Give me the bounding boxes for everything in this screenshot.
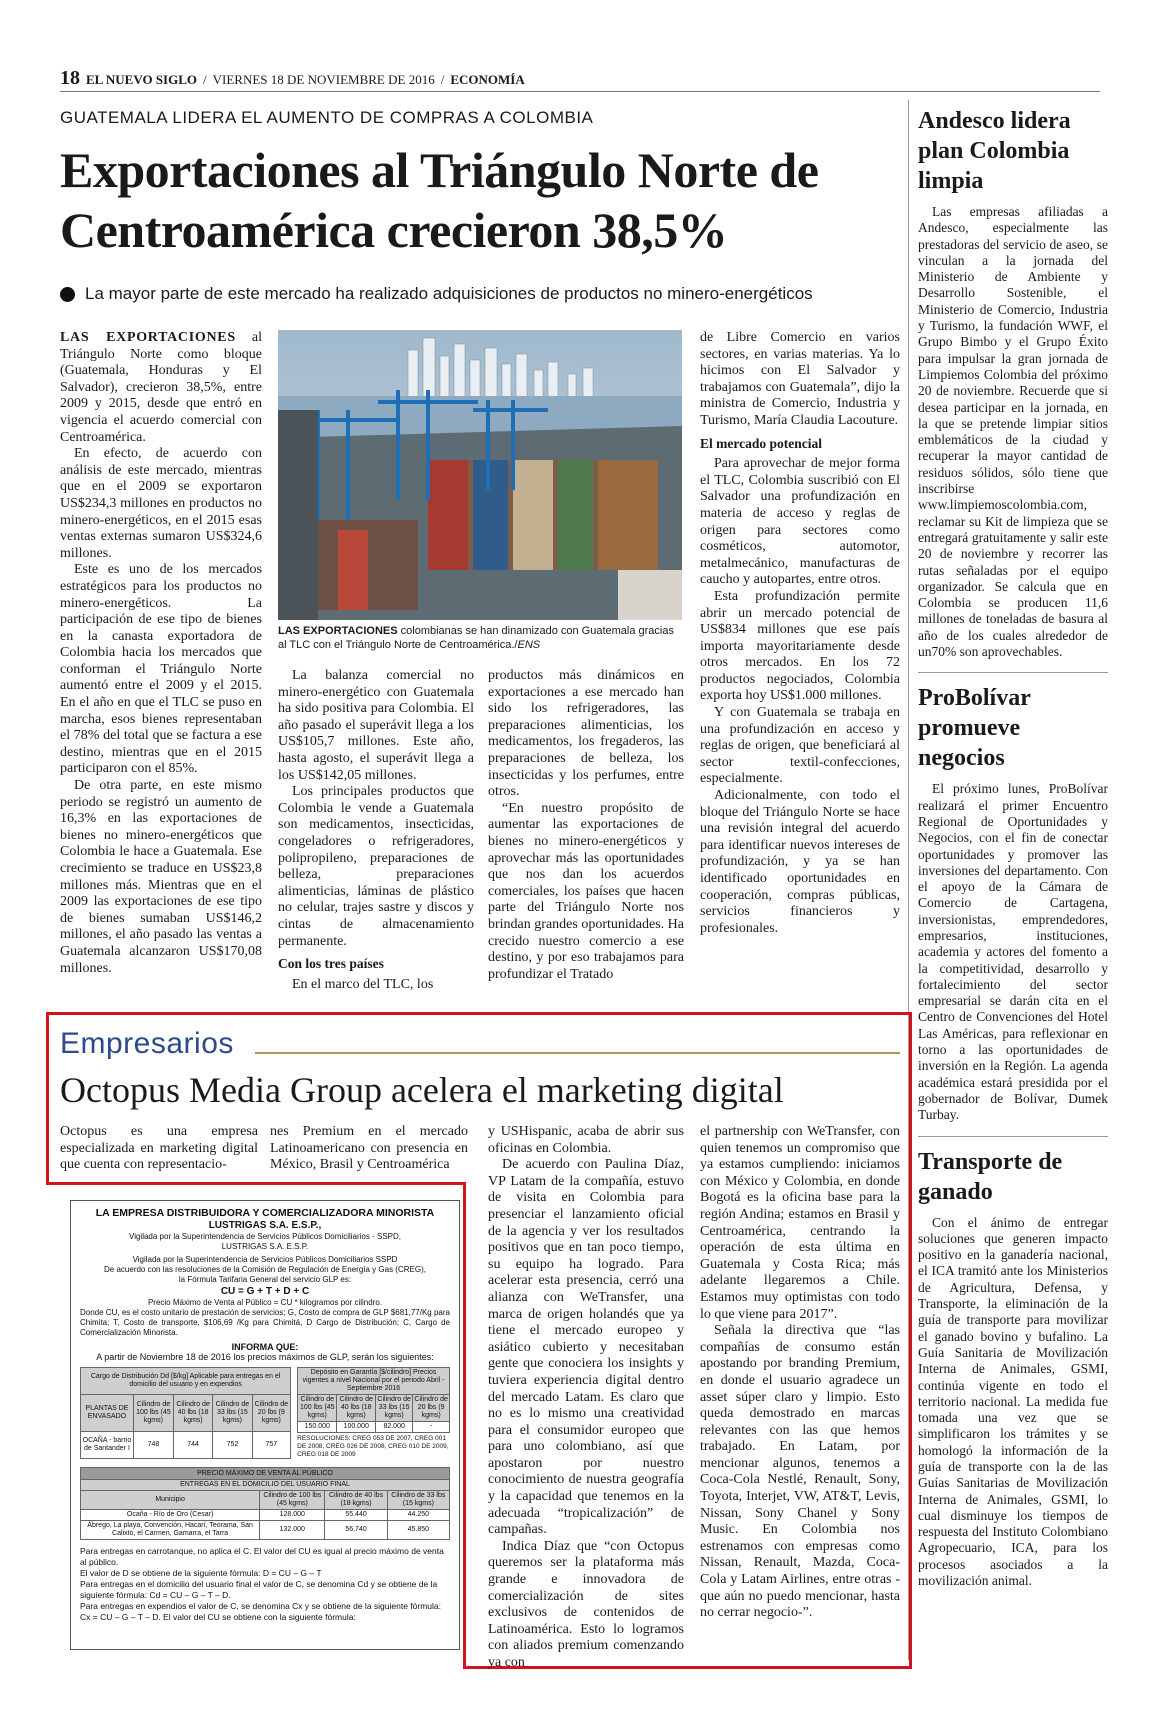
paragraph: y USHispanic, acaba de abrir sus oficinas en Colombia. <box>488 1124 684 1156</box>
sidebar-title-andesco: Andesco lidera plan Colombia limpia <box>918 108 1071 194</box>
tariff-formula: CU = G + T + D + C <box>220 1286 310 1297</box>
article-column-4 <box>700 330 900 937</box>
octopus-intro-col-1: Octopus es una empresa especializada en marketing digital que cuenta con representacio- <box>60 1124 258 1173</box>
table-header-cell: Cilindro de 20 lbs (9 kgms) <box>252 1394 291 1432</box>
lustrigas-notice <box>70 1200 460 1650</box>
paragraph: LAS EXPORTACIONES al Triángulo Norte como bloque (Guatemala, Honduras y El Salvador), crecieron 38,5%, entre 2009 y 2015, desde que entró en vigencia el acuerdo comercial con Centroamérica. <box>60 330 262 445</box>
table-cell: Ocaña - Río de Oro (Cesar) <box>81 1510 260 1521</box>
notice-company: LUSTRIGAS S.A. E.S.P., <box>208 1220 322 1231</box>
table-cell: 752 <box>213 1432 252 1459</box>
article-kicker: GUATEMALA LIDERA EL AUMENTO DE COMPRAS A COLOMBIA <box>60 108 594 127</box>
paragraph: Para aprovechar de mejor forma el TLC, Colombia suscribió con El Salvador una profundización en materia de acceso y reglas de origen para sectores como cosméticos, automotor, metalmecánico, manufacturas de caucho y autopartes, entre otros. <box>700 456 900 588</box>
paragraph: En efecto, de acuerdo con análisis de este mercado, mientras que en el 2009 se exportaron US$234,3 millones en productos no minero-energéticos, en el 2015 esas ventas externas sumaron US$324,6 millones. <box>60 446 262 561</box>
sidebar-body-transporte: Con el ánimo de entregar soluciones que generen impacto positivo en la ganadería nacional, el ICA tramitó ante los Ministerios de Agricultura, Defensa, y Transporte, la eliminación de la guía de transporte para movilizar el ganado bovino y bufalino. La Guía Sanitaria de Movilización Interna de Animales, GSMI, continúa vigente en todo el territorio nacional. La medida fue tomada una vez que se simplificaron los trámites y se homologó la información de la guía de transporte con la de las Guías Sanitarias de Movilización Interna de Animales, GSMI, lo cual disminuye los tiempos de respuesta del Instituto Colombiano Agropecuario, ICA, para los procesos asociados a la movilización animal. <box>918 1214 1108 1589</box>
header-rule <box>60 91 1100 92</box>
octopus-intro-col-2: nes Premium en el mercado Latinoamericano con presencia en México, Brasil y Centroamérica <box>270 1124 468 1173</box>
notice-line: Para entregas en expendios el valor de C, se denomina Cx y se obtiene de la siguiente fórmula: <box>80 1601 441 1611</box>
paragraph: Los principales productos que Colombia le vende a Guatemala son medicamentos, insecticidas, congeladores o refrigeradores, polipropileno, preparaciones de belleza, preparaciones alimenticias, láminas de plástico no celular, trajes sastre y discos y cintas de almacenamiento permanente. <box>278 784 474 949</box>
octopus-column-4 <box>700 1124 900 1622</box>
table-header-row <box>298 1395 450 1422</box>
table-row <box>298 1422 450 1433</box>
paragraph: Este es uno de los mercados estratégicos para los productos no minero-energéticos. La participación de ese tipo de bienes en la canasta exportadora de Colombia hacia los mercados que conforman el Triángulo Norte aumentó entre el 2009 y el 2015. En el año en que el TLC se puso en marcha, esos bienes representaban el 78% del total que se factura a ese destino, mientras que en el 2015 participaron con el 85%. <box>60 562 262 777</box>
resolutions-note: RESOLUCIONES: CREG 053 DE 2007, CREG 001 DE 2008, CREG 026 DE 2008, CREG 010 DE 2009, CREG 018 DE 2009 <box>297 1435 449 1458</box>
sidebar-rule <box>918 672 1108 673</box>
paragraph: La balanza comercial no minero-energético con Guatemala ha sido positiva para Colombia. El año pasado el superávit llega a los US$105,7 millones. Este año, hasta agosto, el superávit llega a los US$142,05 millones. <box>278 668 474 783</box>
paragraph: De otra parte, en este mismo periodo se registró un aumento de 16,3% en las exportaciones de bienes no minero-energéticos que Colombia le hace a Guatemala. Ese crecimiento se traduce en US$23,8 millones más. Mientras que en el 2009 las exportaciones de ese tipo de bienes sumaban US$146,2 millones, el año pasado las ventas a Guatemala alcanzaron US$170,08 millones. <box>60 778 262 976</box>
notice-line: De acuerdo con las resoluciones de la Comisión de Regulación de Energía y Gas (CREG), <box>104 1265 426 1274</box>
empresarios-frame-left <box>46 1012 49 1184</box>
lead-in: LAS EXPORTACIONES <box>60 330 236 345</box>
sidebar-body-probolivar: El próximo lunes, ProBolívar realizará el primer Encuentro Regional de Oportunidades y Negocios, con el fin de conectar oportunidades y promover las inversiones del departamento. Con el apoyo de la Cámara de Comercio de Cartagena, inversionistas, emprendedores, empresarios, instituciones, academia y actores del fomento a la competitividad, desarrollo y fortalecimiento del sector empresarial se darán cita en el Centro de Convenciones del Hotel Las Américas, para reflexionar en torno a las oportunidades de inversión en la Región. La agenda académica estará presidida por el gobernador de Bolívar, Dumek Turbay. <box>918 781 1108 1123</box>
article-headline: Exportaciones al Triángulo Norte de Centroamérica crecieron 38,5% <box>60 142 819 258</box>
table-cell: 82.000 <box>376 1422 413 1433</box>
section-label-empresarios: Empresarios <box>60 1027 234 1060</box>
table-header-row <box>81 1394 291 1432</box>
table-row <box>81 1521 450 1540</box>
notice-line: Vigilada por la Superintendencia de Servicios Públicos Domiciliarios - SSPD, <box>129 1232 401 1241</box>
table-title: PRECIO MÁXIMO DE VENTA AL PÚBLICO <box>81 1468 450 1480</box>
table-cell: 757 <box>252 1432 291 1459</box>
notice-line: El valor de D se obtiene de la siguiente fórmula: D = CU – G – T <box>80 1568 322 1578</box>
table-header-cell: Cilindro de 100 lbs (45 kgms) <box>260 1491 325 1510</box>
table-cell: 56.740 <box>325 1521 387 1540</box>
port-image <box>278 330 682 620</box>
paragraph: Y con Guatemala se trabaja en una profundización en acceso y reglas de origen, que beneficiará al sector textil-confecciones, especialmente. <box>700 705 900 787</box>
notice-line: Para entregas en carrotanque, no aplica el C. El valor del CU es igual al precio máximo de venta al público. <box>80 1546 444 1567</box>
page-number: 18 <box>60 67 80 89</box>
distribution-charge-table <box>80 1367 291 1459</box>
table-row <box>81 1432 291 1459</box>
table-header-cell: Cilindro de 100 lbs (45 kgms) <box>133 1394 173 1432</box>
notice-line: Donde CU, es el costo unitario de prestación de servicios; G, Costo de compra de GLP $681,77/Kg para Chimita; T, Costo de transporte, $106,69 /Kg para Chimitá, D Cargo de Distribución; C, Cargo de Comercialización Minorista. <box>80 1308 450 1337</box>
paragraph: “En nuestro propósito de aumentar las exportaciones de bienes no minero-energéticos y aprovechar más las oportunidades que nos dan los acuerdos comerciales, los países que hacen parte del Triángulo Norte nos brindan grandes oportunidades. Ha crecido nuestro comercio a ese destino, y por eso trabajamos para profundizar el Tratado <box>488 800 684 982</box>
paragraph: Esta profundización permite abrir un mercado potencial de US$834 millones que ese país importa mayoritariamente desde otros mercados. En los 72 productos negociados, Colombia exporta hoy US$1.000 millones. <box>700 588 900 704</box>
section-label-rule <box>255 1052 900 1054</box>
notice-informa: INFORMA QUE: <box>231 1342 299 1352</box>
sidebar-rule <box>918 1136 1108 1137</box>
paragraph: de Libre Comercio en varios sectores, en varias materias. Ya lo hicimos con El Salvador y trabajamos con Guatemala”, dijo la ministra de Comercio, Industria y Turismo, María Claudia Lacouture. <box>700 330 900 428</box>
notice-line: A partir de Noviembre 18 de 2016 los precios máximos de GLP, serán los siguientes: <box>96 1352 434 1362</box>
table-cell: 744 <box>173 1432 212 1459</box>
table-cell: - <box>413 1422 450 1433</box>
article-deck <box>60 284 900 304</box>
subhead: El mercado potencial <box>700 435 822 451</box>
article-column-1 <box>60 330 262 977</box>
table-header-cell: Cilindro de 33 lbs (15 kgms) <box>376 1395 413 1422</box>
table-cell: 55.440 <box>325 1510 387 1521</box>
table-header-cell: Cilindro de 40 lbs (18 kgms) <box>173 1394 212 1432</box>
table-title: Depósito en Garantía [$/cilindro] Precios vigentes a nivel Nacional por el periodo Abril - Septiembre 2016 <box>298 1368 450 1395</box>
notice-line: la Fórmula Tarifaria General del servicio GLP es: <box>178 1275 352 1284</box>
notice-title: LA EMPRESA DISTRIBUIDORA Y COMERCIALIZADORA MINORISTA <box>95 1207 435 1219</box>
table-cell: OCAÑA - barrio de Santander I <box>81 1432 134 1459</box>
subhead: Con los tres países <box>278 956 384 972</box>
notice-line: Precio Máximo de Venta al Público = CU * kilogramos por cilindro. <box>147 1298 383 1307</box>
table-header-cell: Cilindro de 33 lbs (15 kgms) <box>213 1394 252 1432</box>
sidebar-title-probolivar: ProBolívar promueve negocios <box>918 685 1031 772</box>
table-cell: 100.000 <box>337 1422 376 1433</box>
photo-credit: ENS <box>517 639 541 651</box>
page-date: VIERNES 18 DE NOVIEMBRE DE 2016 <box>212 72 435 87</box>
table-cell: Ábrego, La playa, Convención, Hacarí, Teorama, San Calixto, el Carmen, Gamarra, el Tarra <box>81 1521 260 1540</box>
article-column-3 <box>488 668 684 983</box>
notice-footer <box>80 1546 450 1623</box>
article-column-2 <box>278 668 474 993</box>
table-cell: 748 <box>133 1432 173 1459</box>
table-cell: 45.850 <box>387 1521 449 1540</box>
empresarios-frame-step <box>46 1182 466 1185</box>
octopus-column-3 <box>488 1124 684 1672</box>
table-title: Cargo de Distribución Dd [$/kg] Aplicable para entregas en el domicilio del usuario y en expendios <box>81 1368 291 1395</box>
table-header-cell: Cilindro de 40 lbs (18 kgms) <box>337 1395 376 1422</box>
section-name: ECONOMÍA <box>450 72 525 87</box>
sidebar-body-andesco: Las empresas afiliadas a Andesco, especialmente las prestadoras del servicio de aseo, se vinculan a la jornada del Ministerio de Ambiente y Desarrollo Sostenible, el Ministerio de Comercio, Industria y Turismo, la fundación WWF, el Grupo Bimbo y el Grupo Éxito para impulsar la gran jornada de Limpiemos Colombia del próximo 20 de noviembre. Recuerde que si desea participar en la jornada, en la que se pretende limpiar sitios emblemáticos de la ciudad y recuperar la mayor cantidad de residuos sólidos, sólo tiene que inscribirse www.limpiemoscolombia.com, reclamar su Kit de limpieza que se entregará gratuitamente y salir este 20 de noviembre y recorrer las rutas señaladas por el equipo organizador. Se calcula que en Colombia se producen 11,6 millones de toneladas de basura al año de los cuales alrededor de un70% son aprovechables. <box>918 204 1108 660</box>
notice-line: Vigilada por la Superintendencia de Servicios Públicos Domiciliarios SSPD <box>132 1255 398 1264</box>
table-header-cell: Cilindro de 33 lbs (15 kgms) <box>387 1491 449 1510</box>
newspaper-name: EL NUEVO SIGLO <box>86 72 197 87</box>
max-price-table <box>80 1467 450 1540</box>
table-header-cell: Municipio <box>81 1491 260 1510</box>
photo-caption: LAS EXPORTACIONES colombianas se han dinamizado con Guatemala gracias al TLC con el Triángulo Norte de Centroamérica./ENS <box>278 625 674 651</box>
port-photo <box>278 330 682 620</box>
notice-line: Para entregas en el domicilio del usuario final el valor de C, se denomina Cd y se obtiene de la siguiente fórmula: Cd = CU – G – T – D. <box>80 1579 438 1600</box>
table-cell: 132.000 <box>260 1521 325 1540</box>
paragraph: productos más dinámicos en exportaciones a ese mercado han sido los refrigeradores, las preparaciones alimenticias, los medicamentos, los fregaderos, las preparaciones de belleza, los insecticidas y los perfumes, entre otros. <box>488 668 684 800</box>
bullet-icon <box>60 287 75 302</box>
sidebar-title-transporte: Transporte de ganado <box>918 1148 1063 1205</box>
paragraph: Indica Díaz que “con Octopus queremos ser la plataforma más grande e innovadora de comercialización de sites exclusivos de contenidos de Latinoamérica. Esto lo logramos con aliados premium comenzando ya con <box>488 1538 684 1670</box>
paragraph: Señala la directiva que “las compañías de consumo están apostando por branding Premium, en donde el usuario agradece un asset súper claro y limpio. Esto queda demostrado en marcas relevantes con las que hemos trabajado. En Latam, por mencionar algunos, tenemos a Coca-Cola Nestlé, Renault, Sony, Toyota, Interjet, VW, AT&T, Levis, Nissan, Sony Chanel y Sony Music. En Colombia nos estrenamos con empresas como Nissan, Renault, Mazda, Coca-Cola y Latam Airlines, entre otras -que aún no puedo mencionar, hasta no cerrar negocio-”. <box>700 1323 900 1621</box>
table-header-cell: Cilindro de 100 lbs (45 kgms) <box>298 1395 337 1422</box>
octopus-headline: Octopus Media Group acelera el marketing digital <box>60 1070 784 1110</box>
table-cell: 44.250 <box>387 1510 449 1521</box>
paragraph: En el marco del TLC, los <box>292 976 434 992</box>
sidebar <box>918 106 1108 1589</box>
table-header-row <box>81 1491 450 1510</box>
paragraph: el partnership con WeTransfer, con quien tenemos un compromiso que ya estamos cumpliendo: iniciamos con México y Colombia, en donde Bogotá es la oficina base para la región Andina; estamos en Brasil y Centroamérica, centrando la operación de esta última en Guatemala y Costa Rica; más adelante llegaremos a Chile. Estamos muy optimistas con todo lo que viene para 2017”. <box>700 1124 900 1322</box>
notice-line: LUSTRIGAS S.A. E.S.P. <box>221 1242 309 1251</box>
deposit-table <box>297 1367 450 1433</box>
table-cell: 150.000 <box>298 1422 337 1433</box>
notice-line: Cx = CU – G – T – D. El valor del CU se obtiene con la siguiente fórmula: <box>80 1612 356 1622</box>
deck-text: La mayor parte de este mercado ha realizado adquisiciones de productos no minero-energéticos <box>85 284 813 303</box>
table-subtitle: ENTREGAS EN EL DOMICILIO DEL USUARIO FINAL <box>81 1480 450 1491</box>
table-row <box>81 1510 450 1521</box>
page-header: 18 EL NUEVO SIGLO / VIERNES 18 DE NOVIEMBRE DE 2016 / ECONOMÍA <box>60 64 1100 88</box>
paragraph: Adicionalmente, con todo el bloque del Triángulo Norte se hace una revisión integral del acuerdo para identificar nuevos intereses de profundización, y ya se han identificado oportunidades en cooperación, compras públicas, servicios financieros y profesionales. <box>700 788 900 936</box>
table-header-cell: Cilindro de 40 lbs (18 kgms) <box>325 1491 387 1510</box>
table-header-cell: PLANTAS DE ENVASADO <box>81 1394 134 1432</box>
table-header-cell: Cilindro de 20 lbs (9 kgms) <box>413 1395 450 1422</box>
paragraph: De acuerdo con Paulina Díaz, VP Latam de la compañía, estuvo de visita en Colombia para presenciar el lanzamiento oficial de la agencia y ver los resultados positivos que en tan poco tiempo, su equipo ha logrado. Para acelerar esta presencia, cerró una alianza con WeTransfer, una marca de origen holandés que ya tiene el mercado europeo y asiático cubierto y necesitaban gente que conociera los insights y tuviera experiencia digital dentro del mercado Latam. Es claro que no es lo mismo una creatividad para el consumidor europeo que para uno colombiano, así que apostaron por nuestro conocimiento de nuestra geografía y la capacidad que tenemos en la adecuada “tropicalización” de campañas. <box>488 1157 684 1538</box>
table-cell: 128.000 <box>260 1510 325 1521</box>
